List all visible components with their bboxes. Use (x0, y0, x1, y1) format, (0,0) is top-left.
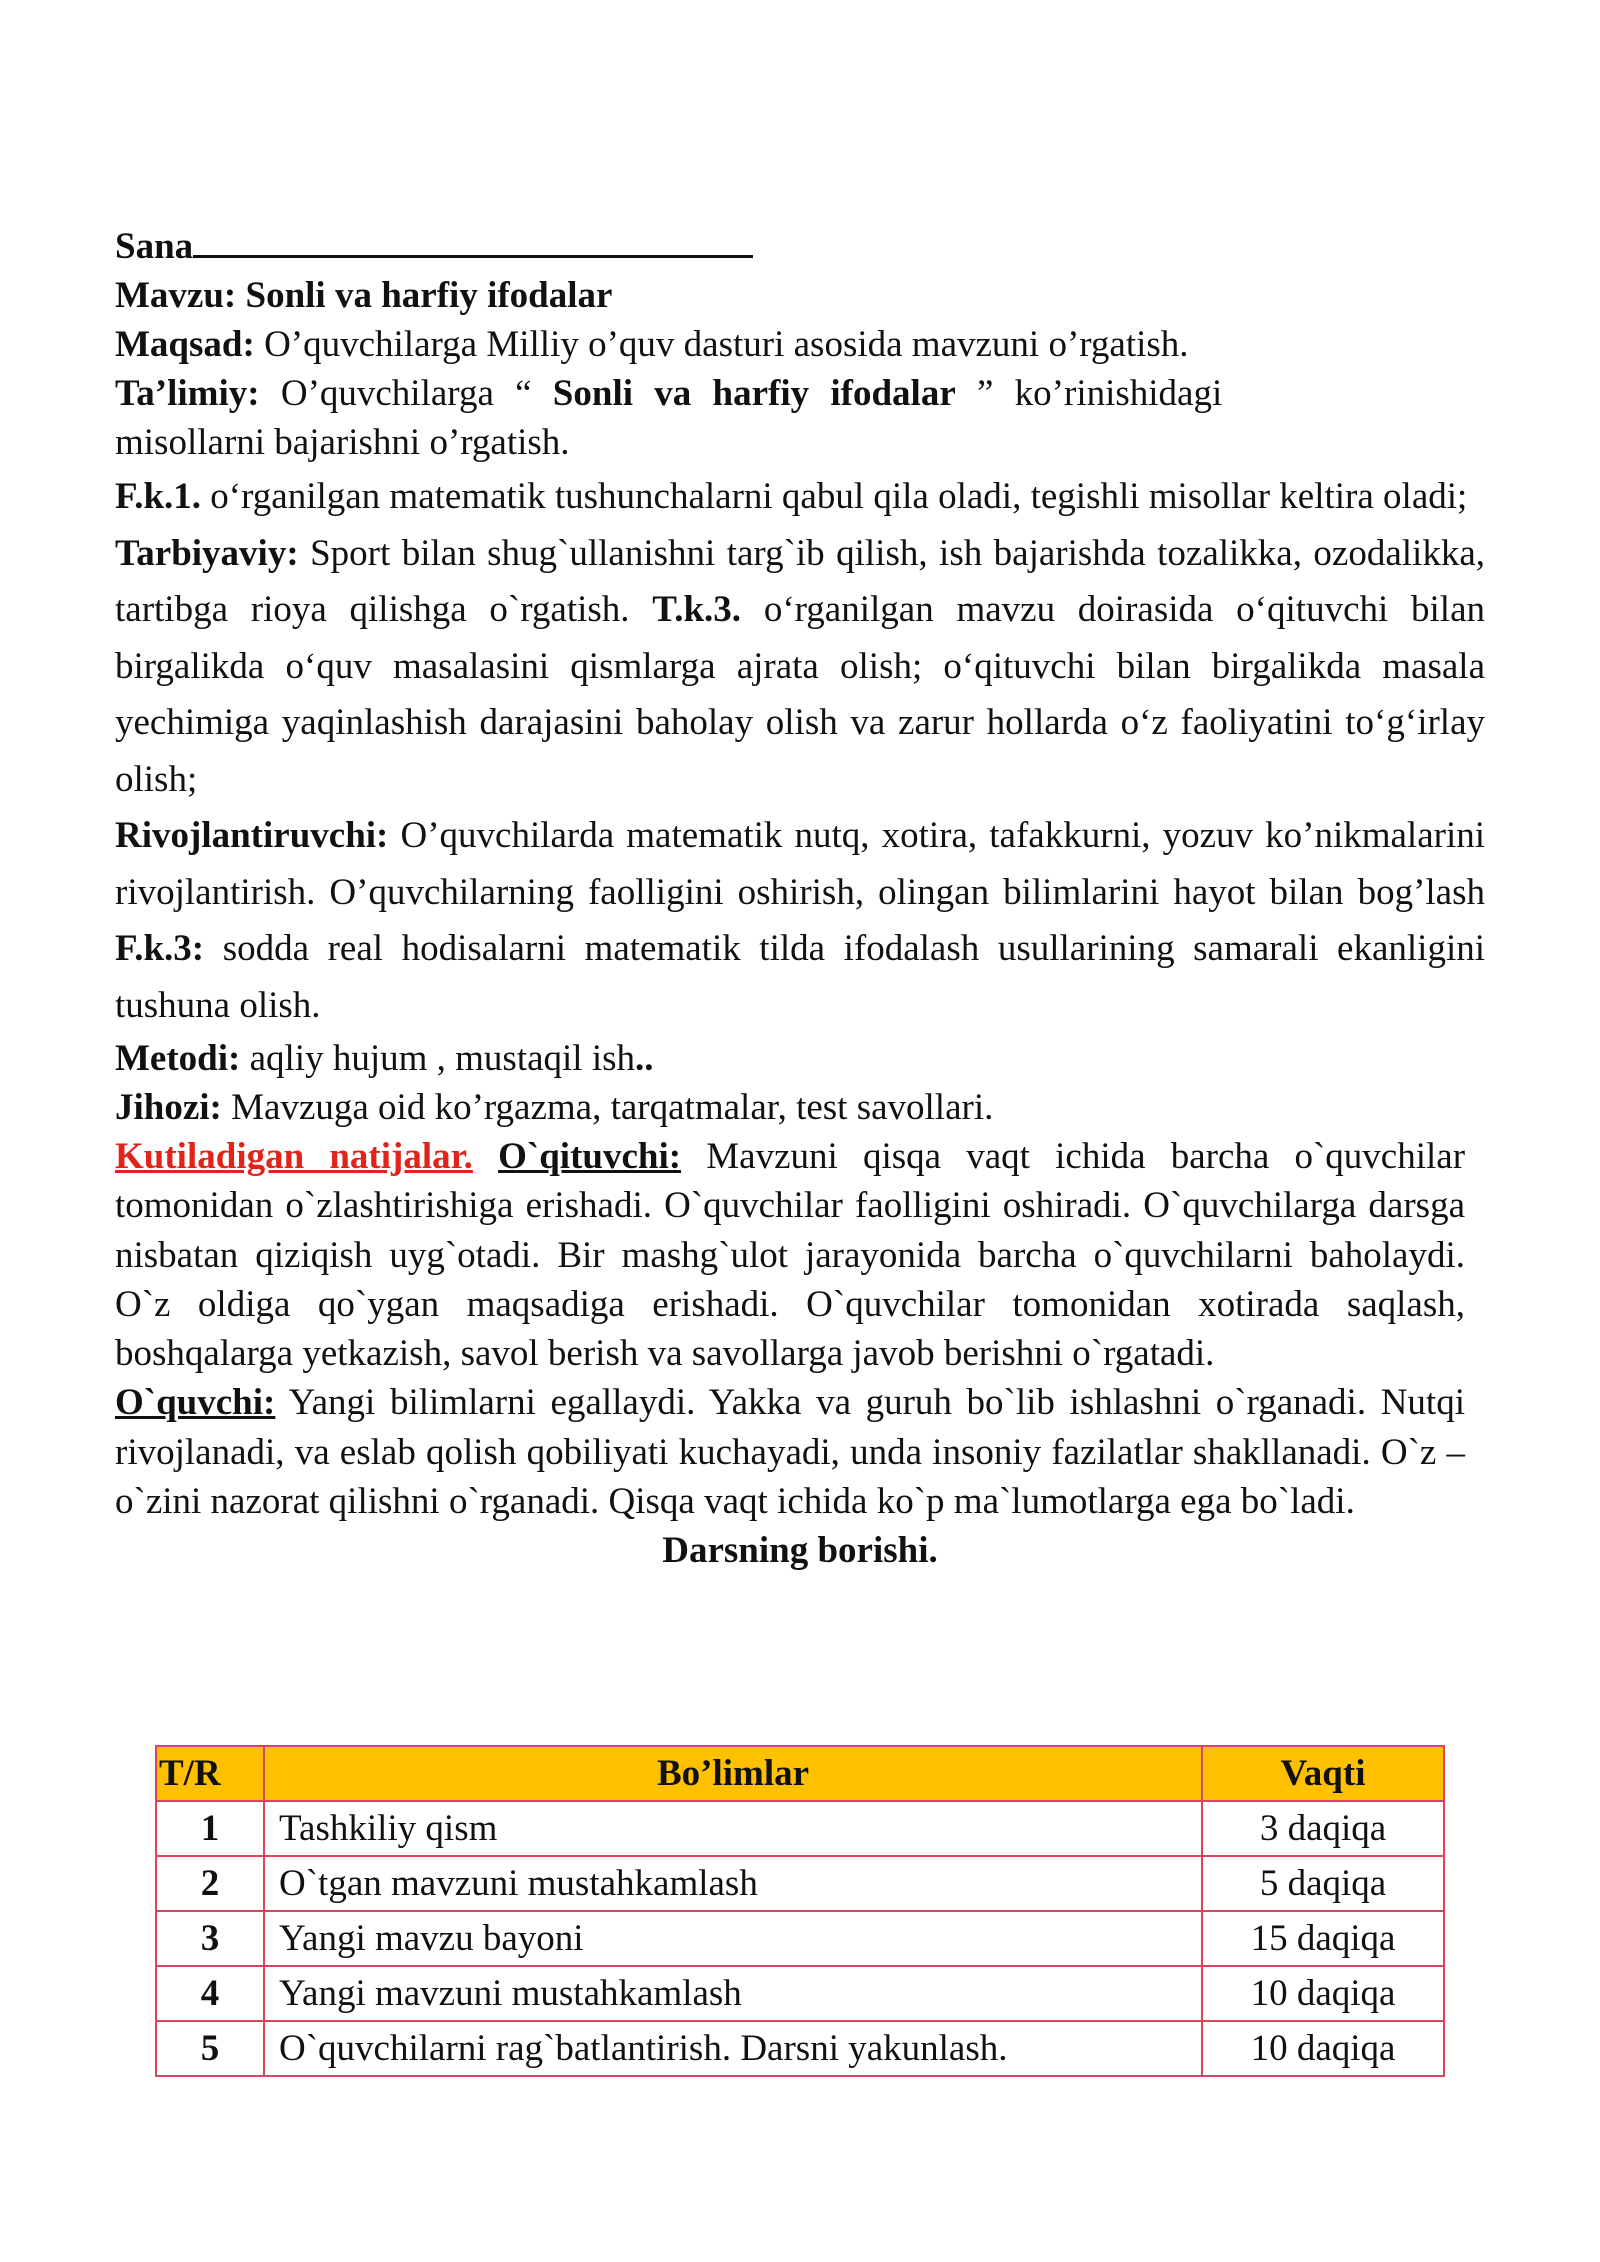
jihozi-label: Jihozi: (115, 1087, 222, 1128)
talimiy-text-c: ” ko’rinishidagi (977, 373, 1223, 414)
teacher-results-text: Mavzuni qisqa vaqt ichida barcha o`quvchilar tomonidan o`zlashtirishiga erishadi. O`quvchilar faolligini oshiradi. O`quvchilarga darsga nisbatan qiziqish uyg`otadi. Bir mashg`ulot jarayonida barcha o`quvchilarni baholaydi. O`z oldiga qo`ygan maqsadiga erishadi. O`quvchilar tomonidan xotirada saqlash, boshqalarga yetkazish, savol berish va savollarga javob berishni o`rgatadi. (115, 1136, 1466, 1375)
metodi-label: Metodi: (115, 1038, 241, 1079)
talimiy-text-a: O’quvchilarga “ (280, 373, 532, 414)
row-time: 10 daqiqa (1202, 1966, 1444, 2021)
teacher-results-paragraph (115, 1132, 1465, 1378)
row-time: 5 daqiqa (1202, 1856, 1444, 1911)
expected-results-label: Kutiladigan natijalar. (115, 1136, 473, 1177)
row-section: Yangi mavzu bayoni (264, 1911, 1202, 1966)
sana-line (115, 222, 1485, 271)
mavzu-value: Sonli va harfiy ifodalar (245, 275, 613, 316)
jihozi-line (115, 1083, 1485, 1132)
student-label: O`quvchi: (115, 1382, 276, 1424)
row-time: 3 daqiqa (1202, 1801, 1444, 1856)
lesson-plan-title: Darsning borishi. (662, 1530, 938, 1572)
metodi-suffix: .. (635, 1038, 654, 1079)
talimiy-line (115, 369, 1485, 418)
row-section: O`tgan mavzuni mustahkamlash (264, 1856, 1202, 1911)
row-number: 4 (156, 1966, 264, 2021)
fk3-label: F.k.3: (115, 928, 205, 969)
jihozi-value: Mavzuga oid ko’rgazma, tarqatmalar, test savollari. (231, 1087, 994, 1128)
table-row (156, 1966, 1444, 2021)
mavzu-line (115, 271, 1485, 320)
row-time: 15 daqiqa (1202, 1911, 1444, 1966)
tarbiyaviy-text-2: o‘rganilgan mavzu doirasida o‘qituvchi bilan birgalikda o‘quv masalasini qismlarga ajrata olish; o‘qituvchi bilan birgalikda masala yechimiga yaqinlashish darajasini baholay olish va zarur hollarda o‘z faoliyatini to‘g‘irlay olish; (115, 589, 1485, 800)
student-results-paragraph (115, 1378, 1465, 1526)
tarbiyaviy-label: Tarbiyaviy: (115, 532, 299, 574)
fk1-text: o‘rganilgan matematik tushunchalarni qabul qila oladi, tegishli misollar keltira oladi; (210, 476, 1468, 517)
maqsad-label: Maqsad: (115, 324, 255, 365)
row-section: Tashkiliy qism (264, 1801, 1202, 1856)
maqsad-line (115, 320, 1485, 369)
table-row (156, 1856, 1444, 1911)
rivojlantiruvchi-text-1: O’quvchilarda matematik nutq, xotira, tafakkurni, yozuv ko’nikmalarini rivojlantirish. O’quvchilarning faolligini oshirish, olingan bilimlarini hayot bilan bog’lash (115, 815, 1486, 913)
metodi-line (115, 1034, 1485, 1083)
row-time: 10 daqiqa (1202, 2021, 1444, 2076)
sana-blank-line (193, 225, 753, 258)
lesson-plan-table (155, 1745, 1445, 2077)
tarbiyaviy-text-1: Sport bilan shug`ullanishni targ`ib qilish, ish bajarishda tozalikka, ozodalikka, tartibga rioya qilishga o`rgatish. (115, 532, 1485, 630)
talimiy-label: Ta’limiy: (115, 373, 260, 414)
header-time: Vaqti (1202, 1746, 1444, 1801)
rivojlantiruvchi-paragraph (115, 808, 1485, 1034)
rivojlantiruvchi-text-2: sodda real hodisalarni matematik tilda ifodalash usullarining samarali ekanligini tushuna olish. (115, 928, 1486, 1026)
row-number: 1 (156, 1801, 264, 1856)
row-number: 5 (156, 2021, 264, 2076)
document-page (115, 222, 1485, 1575)
row-section: O`quvchilarni rag`batlantirish. Darsni yakunlash. (264, 2021, 1202, 2076)
row-number: 3 (156, 1911, 264, 1966)
talimiy-line-2: misollarni bajarishni o’rgatish. (115, 422, 570, 463)
metodi-value: aqliy hujum , mustaqil ish (240, 1038, 636, 1079)
header-tr: T/R (156, 1746, 264, 1801)
table-row (156, 2021, 1444, 2076)
rivojlantiruvchi-label: Rivojlantiruvchi: (115, 815, 389, 856)
sana-label: Sana (115, 226, 194, 267)
mavzu-label: Mavzu: (115, 275, 237, 316)
table-row (156, 1911, 1444, 1966)
fk1-label: F.k.1. (115, 476, 202, 517)
header-sections: Bo’limlar (264, 1746, 1202, 1801)
row-section: Yangi mavzuni mustahkamlash (264, 1966, 1202, 2021)
table-row (156, 1801, 1444, 1856)
talimiy-topic: Sonli va harfiy ifodalar (552, 373, 956, 414)
table-header-row (156, 1746, 1444, 1801)
tk3-label: T.k.3. (652, 589, 742, 630)
student-results-text: Yangi bilimlarni egallaydi. Yakka va guruh bo`lib ishlashni o`rganadi. Nutqi rivojlanadi, va eslab qolish qobiliyati kuchayadi, unda insoniy fazilatlar shakllanadi. O`z – o`zini nazorat qilishni o`rganadi. Qisqa vaqt ichida ko`p ma`lumotlarga ega bo`ladi. (115, 1382, 1465, 1523)
teacher-label: O`qituvchi: (498, 1136, 682, 1177)
row-number: 2 (156, 1856, 264, 1911)
fk1-paragraph (115, 469, 1485, 526)
tarbiyaviy-paragraph (115, 526, 1485, 809)
maqsad-value: O’quvchilarga Milliy o’quv dasturi asosida mavzuni o’rgatish. (264, 324, 1189, 365)
